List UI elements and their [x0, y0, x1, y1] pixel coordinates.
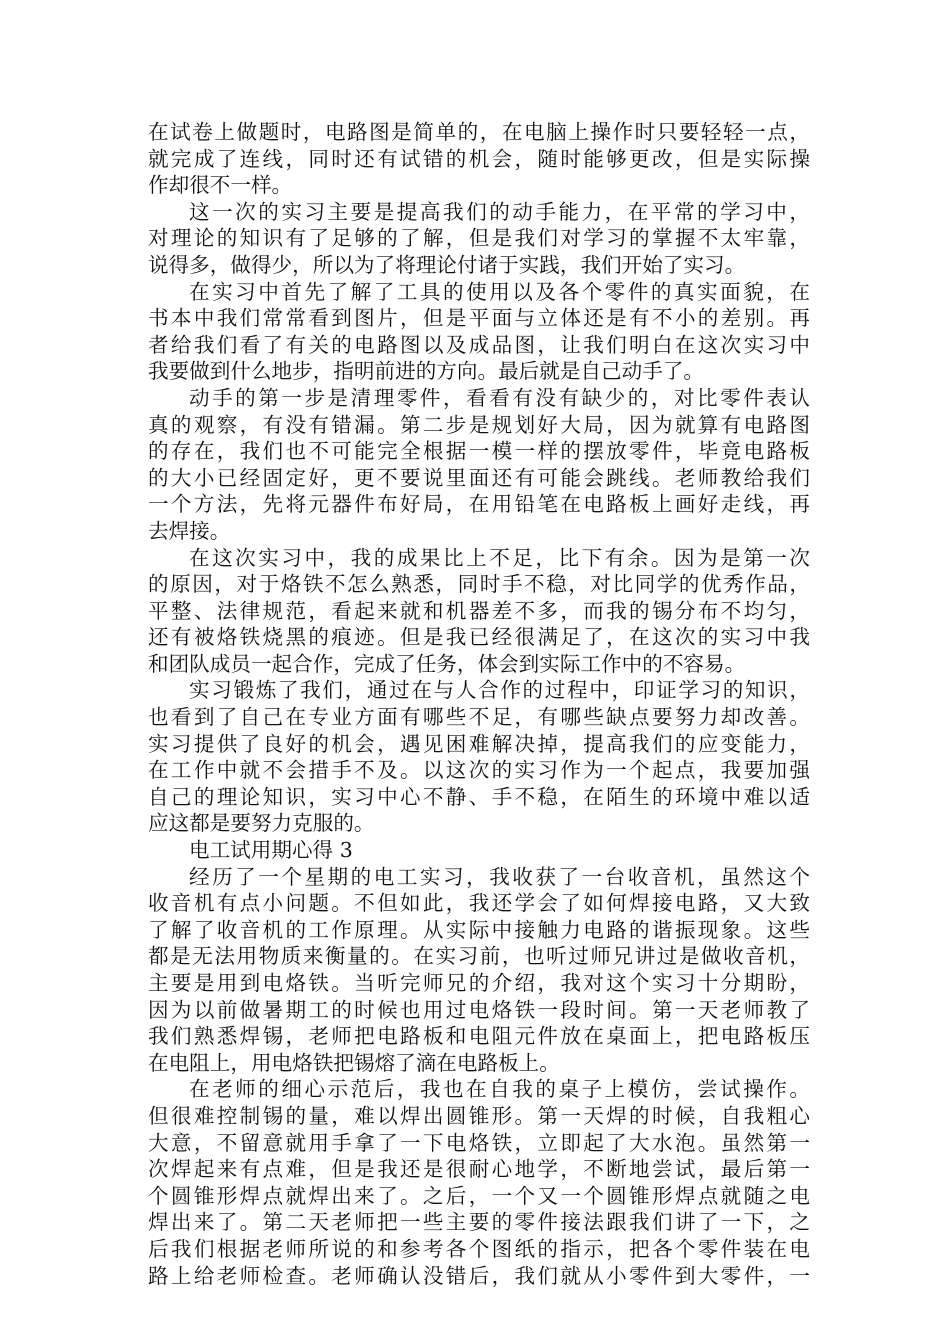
text-line: 作却很不一样。: [148, 173, 293, 198]
text-line: 的存在，我们也不可能完全根据一模一样的摆放零件，毕竟电路板: [148, 439, 810, 464]
text-line: 去焊接。: [148, 518, 231, 543]
text-line: 大意，不留意就用手拿了一下电烙铁，立即起了大水泡。虽然第一: [148, 1130, 810, 1155]
text-line: 主要是用到电烙铁。当听完师兄的介绍，我对这个实习十分期盼，: [148, 971, 810, 995]
text-line: 和团队成员一起合作，完成了任务，体会到实际工作中的不容易。: [148, 651, 746, 676]
text-line: 路上给老师检查。老师确认没错后，我们就从小零件到大零件，一: [148, 1263, 810, 1288]
text-line: 动手的第一步是清理零件，看看有没有缺少的，对比零件表认: [189, 385, 810, 410]
text-line: 实习提供了良好的机会，遇见困难解决掉，提高我们的应变能力，: [148, 731, 810, 756]
text-line: 者给我们看了有关的电路图以及成品图，让我们明白在这次实习中: [148, 332, 810, 357]
text-line: 书本中我们常常看到图片，但是平面与立体还是有不小的差别。再: [148, 306, 810, 331]
text-line: 实习锻炼了我们，通过在与人合作的过程中，印证学习的知识，: [189, 678, 810, 703]
section-heading: 电工试用期心得 3: [189, 838, 353, 863]
text-line: 个圆锥形焊点就焊出来了。之后，一个又一个圆锥形焊点就随之电: [148, 1183, 810, 1208]
text-line: 也看到了自己在专业方面有哪些不足，有哪些缺点要努力却改善。: [148, 705, 810, 730]
text-line: 就完成了连线，同时还有试错的机会，随时能够更改，但是实际操: [148, 146, 810, 171]
text-line: 但很难控制锡的量，难以焊出圆锥形。第一天焊的时候，自我粗心: [148, 1103, 810, 1128]
text-line: 在老师的细心示范后，我也在自我的桌子上模仿，尝试操作。: [189, 1077, 810, 1102]
text-line: 因为以前做暑期工的时候也用过电烙铁一段时间。第一天老师教了: [148, 997, 810, 1022]
text-line: 说得多，做得少，所以为了将理论付诸于实践，我们开始了实习。: [148, 252, 746, 277]
text-line: 在实习中首先了解了工具的使用以及各个零件的真实面貌，在: [189, 279, 810, 304]
text-line: 平整、法律规范，看起来就和机器差不多，而我的锡分布不均匀，: [148, 598, 810, 623]
text-line: 一个方法，先将元器件布好局，在用铅笔在电路板上画好走线，再: [148, 492, 810, 517]
text-line: 都是无法用物质来衡量的。在实习前，也听过师兄讲过是做收音机，: [148, 944, 810, 969]
text-line: 我要做到什么地步，指明前进的方向。最后就是自己动手了。: [148, 359, 705, 384]
text-line: 经历了一个星期的电工实习，我收获了一台收音机，虽然这个: [189, 864, 810, 889]
text-line: 焊出来了。第二天老师把一些主要的零件接法跟我们讲了一下，之: [148, 1210, 810, 1235]
text-line: 后我们根据老师所说的和参考各个图纸的指示，把各个零件装在电: [148, 1236, 810, 1261]
text-line: 收音机有点小问题。不但如此，我还学会了如何焊接电路，又大致: [148, 891, 810, 916]
text-line: 还有被烙铁烧黑的痕迹。但是我已经很满足了，在这次的实习中我: [148, 625, 810, 650]
text-line: 自己的理论知识，实习中心不静、手不稳，在陌生的环境中难以适: [148, 784, 810, 809]
text-line: 在电阻上，用电烙铁把锡熔了滴在电路板上。: [148, 1050, 560, 1075]
text-line: 次焊起来有点难，但是我还是很耐心地学，不断地尝试，最后第一: [148, 1157, 810, 1182]
text-line: 在工作中就不会措手不及。以这次的实习作为一个起点，我要加强: [148, 758, 810, 783]
text-line: 这一次的实习主要是提高我们的动手能力，在平常的学习中，: [189, 199, 810, 224]
text-line: 在试卷上做题时，电路图是简单的，在电脑上操作时只要轻轻一点，: [148, 120, 810, 144]
text-line: 真的观察，有没有错漏。第二步是规划好大局，因为就算有电路图: [148, 412, 810, 437]
text-line: 应这都是要努力克服的。: [148, 811, 375, 836]
text-line: 对理论的知识有了足够的了解，但是我们对学习的掌握不太牢靠，: [148, 226, 810, 251]
text-line: 的原因，对于烙铁不怎么熟悉，同时手不稳，对比同学的优秀作品，: [148, 572, 810, 597]
text-line: 了解了收音机的工作原理。从实际中接触力电路的谐振现象。这些: [148, 917, 810, 942]
text-line: 在这次实习中，我的成果比上不足，比下有余。因为是第一次: [189, 545, 810, 570]
text-line: 我们熟悉焊锡，老师把电路板和电阻元件放在桌面上，把电路板压: [148, 1024, 810, 1049]
text-line: 的大小已经固定好，更不要说里面还有可能会跳线。老师教给我们: [148, 465, 810, 490]
document-page: [148, 119, 810, 1289]
